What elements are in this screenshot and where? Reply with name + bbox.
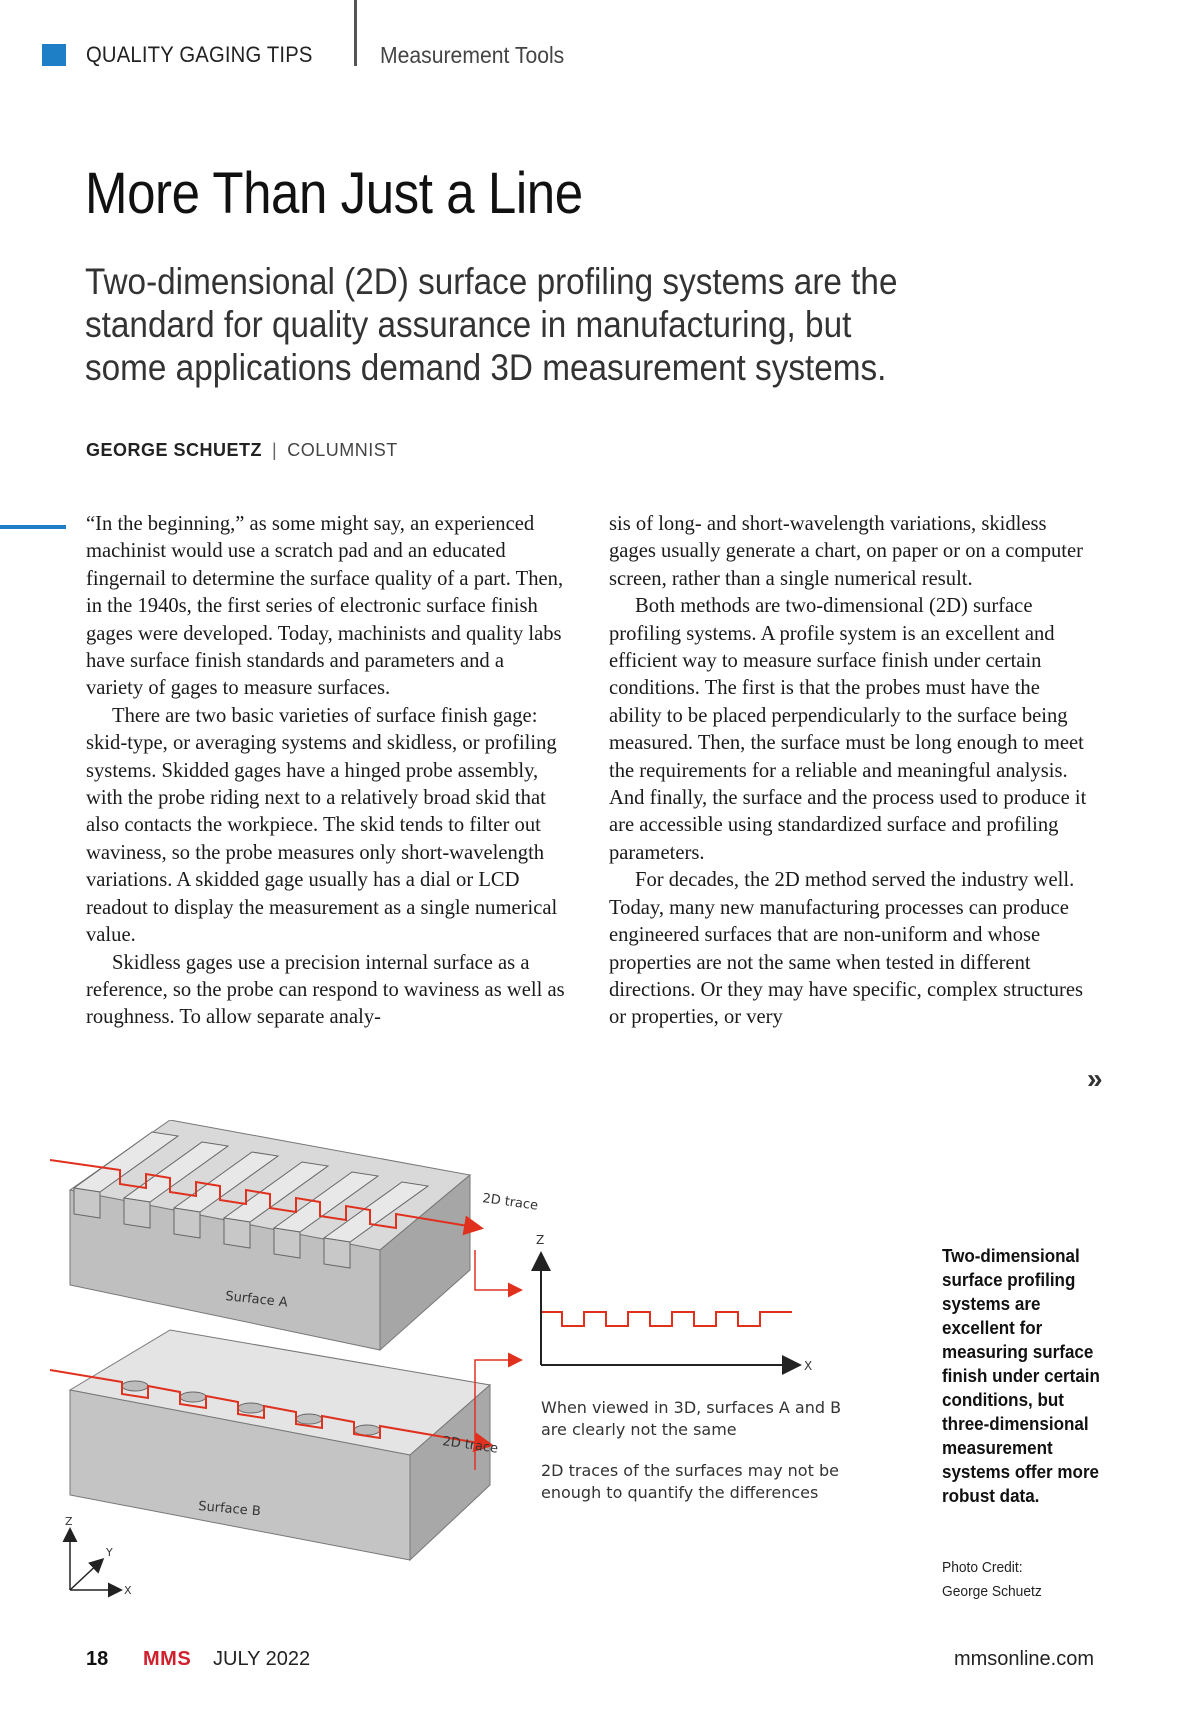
paragraph: Both methods are two-dimensional (2D) surface profiling systems. A profile system is an excellent and efficient way to measure surface finish under certain conditions. The first is that the probes must have the ability to be placed perpendicularly to the surface being measured. Then, the surface must be long enough to meet the requirements for a reliable and meaningful analysis. And finally, the surface and the process used to produce it are accessible using standardized surface and profiling parameters. xyxy=(609,595,1087,864)
note-3d-line1: When viewed in 3D, surfaces A and B xyxy=(541,1398,842,1417)
trace-b-label: 2D trace xyxy=(441,1434,499,1457)
connector-a xyxy=(475,1250,520,1290)
page-number: 18 xyxy=(86,1648,109,1670)
surface-b-block xyxy=(70,1330,490,1560)
section-label: QUALITY GAGING TIPS xyxy=(86,42,313,67)
surface-b-label: Surface B xyxy=(197,1499,262,1520)
credit-name: George Schuetz xyxy=(942,1583,1042,1600)
article-deck: Two-dimensional (2D) surface profiling systems are the standard for quality assurance in manufacturing, but some applications demand 3D measurement systems. xyxy=(85,261,898,388)
author-name: GEORGE SCHUETZ xyxy=(86,440,263,460)
trace-a-label: 2D trace xyxy=(481,1191,539,1214)
chart-x-label: X xyxy=(804,1359,813,1373)
credit-label: Photo Credit: xyxy=(942,1559,1023,1576)
continued-arrow-icon: » xyxy=(1087,1063,1103,1094)
note-2d-line1: 2D traces of the surfaces may not be xyxy=(541,1461,839,1480)
orient-z-label: Z xyxy=(65,1515,73,1528)
note-3d-line2: are clearly not the same xyxy=(541,1420,737,1439)
body-column-left xyxy=(86,511,566,1032)
surface-comparison-diagram xyxy=(50,1120,930,1600)
paragraph: Skidless gages use a precision internal surface as a reference, so the probe can respond to waviness as well as roughness. To allow separate analy- xyxy=(86,951,565,1029)
topic-label: Measurement Tools xyxy=(380,42,565,68)
orient-x-label: X xyxy=(124,1584,132,1597)
paragraph: There are two basic varieties of surface finish gage: skid-type, or averaging systems and skidless, or profiling systems. Skidded gages have a hinged probe assembly, with the probe riding next to a relatively broad skid that also contacts the workpiece. The skid tends to filter out waviness, so the probe measures only short-wavelength variations. A skidded gage usually has a dial or LCD readout to display the measurement as a single numerical value. xyxy=(86,704,558,947)
surface-a-block xyxy=(70,1120,470,1350)
section-marker xyxy=(42,44,66,66)
column-accent-rule xyxy=(0,525,66,529)
chart-z-label: Z xyxy=(536,1233,545,1247)
photo-credit xyxy=(942,1556,1108,1604)
magazine-name: MMS xyxy=(143,1648,192,1670)
paragraph: “In the beginning,” as some might say, an experienced machinist would use a scratch pad and an educated fingernail to determine the surface quality of a part. Then, in the 1940s, the first series of electronic surface finish gages were developed. Today, machinists and quality labs have surface finish standards and parameters and a variety of gages to measure surfaces. xyxy=(86,513,564,700)
surface-a-label: Surface A xyxy=(224,1289,289,1311)
orient-y-label: Y xyxy=(106,1546,113,1559)
note-2d-line2: enough to quantify the differences xyxy=(541,1483,819,1502)
body-column-right xyxy=(609,511,1094,1032)
figure-caption: Two-dimensional surface profiling systems are excellent for measuring surface finish under certain conditions, but three-dimensional measurement systems offer more robust data. xyxy=(942,1245,1100,1506)
byline-separator: | xyxy=(272,440,278,460)
issue-date: JULY 2022 xyxy=(213,1648,311,1670)
paragraph: For decades, the 2D method served the industry well. Today, many new manufacturing processes can produce engineered surfaces that are non-uniform and whose properties are not the same when tested in different directions. Or they may have specific, complex structures or properties, or very xyxy=(609,869,1084,1029)
website-link[interactable]: mmsonline.com xyxy=(953,1648,1094,1670)
orient-y-axis xyxy=(70,1560,102,1590)
byline xyxy=(86,440,398,461)
article-title: More Than Just a Line xyxy=(85,161,583,226)
header-divider xyxy=(354,0,357,66)
author-role: COLUMNIST xyxy=(287,440,398,460)
square-wave-trace xyxy=(542,1312,792,1326)
paragraph: sis of long- and short-wavelength variations, skidless gages usually generate a chart, on paper or on a computer screen, rather than a single numerical result. xyxy=(609,513,1084,590)
